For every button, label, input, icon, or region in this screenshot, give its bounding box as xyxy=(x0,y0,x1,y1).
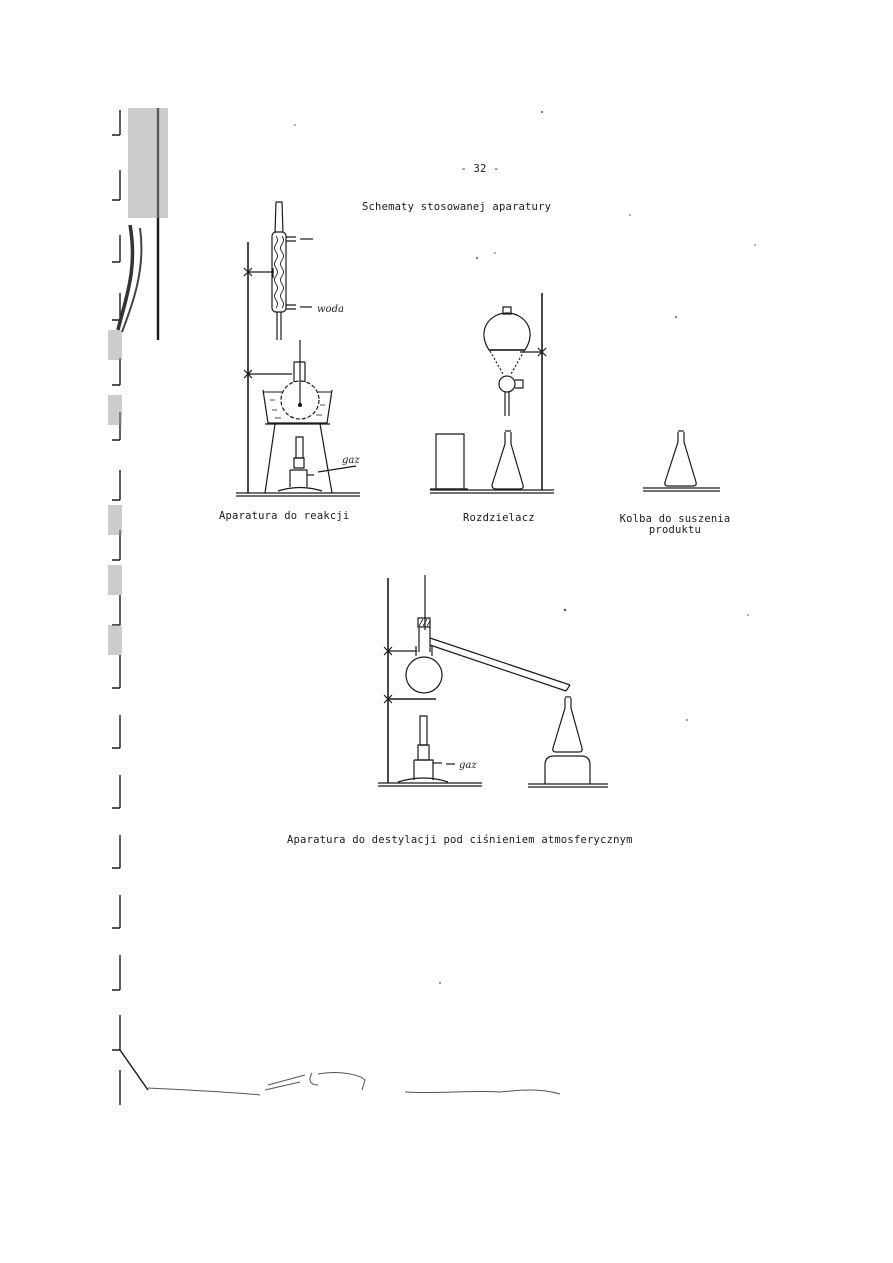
figure-distillation-apparatus xyxy=(378,575,608,787)
figure-drying-flask xyxy=(643,431,720,491)
label-gas-2: gaz xyxy=(459,760,477,771)
label-water: woda xyxy=(317,304,344,315)
figure-reaction-apparatus xyxy=(236,202,360,496)
caption-drying-flask-line1: Kolba do suszenia xyxy=(619,513,731,525)
label-gas-1: gaz xyxy=(342,455,360,466)
scan-bottom-scribbles xyxy=(148,1073,560,1095)
caption-separatory-funnel: Rozdzielacz xyxy=(463,512,535,524)
page-title: Schematy stosowanej aparatury xyxy=(362,201,552,213)
caption-drying-flask-line2: produktu xyxy=(648,524,702,536)
figure-separatory-funnel xyxy=(430,293,554,493)
caption-distillation-apparatus: Aparatura do destylacji pod ciśnieniem atmosferycznym xyxy=(287,834,633,846)
page-number: - 32 - xyxy=(460,163,500,175)
scan-specks xyxy=(294,111,756,984)
scan-smudge-left xyxy=(108,108,168,655)
binding-marks xyxy=(112,108,158,1105)
caption-reaction-apparatus: Aparatura do reakcji xyxy=(219,510,350,522)
